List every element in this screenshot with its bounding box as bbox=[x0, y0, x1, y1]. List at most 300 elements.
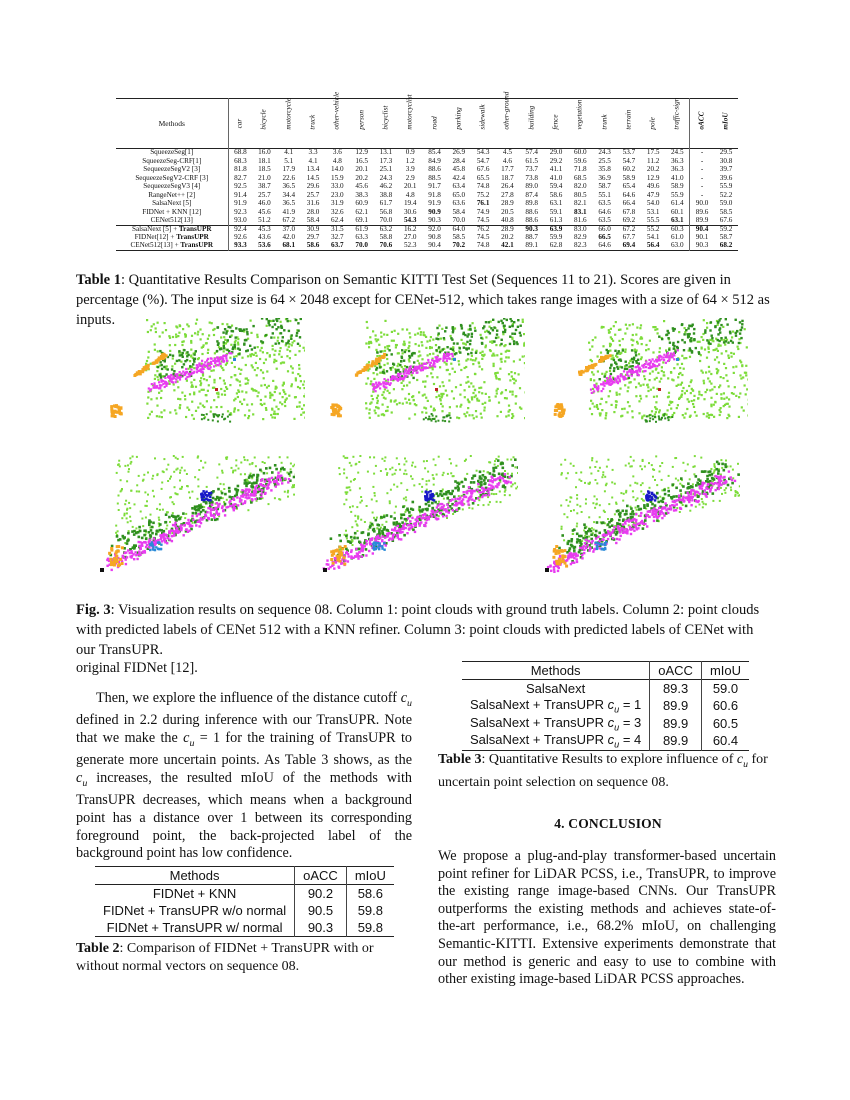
table-1-cell: 53.7 bbox=[622, 148, 636, 157]
table-1-cell: 69.2 bbox=[622, 215, 636, 224]
table-1-cell: 55.9 bbox=[719, 182, 733, 191]
table-1-cell: 66.4 bbox=[622, 199, 636, 208]
table-1-cell: 28.9 bbox=[501, 199, 514, 208]
table-1-method-cell: FIDNet + KNN [12] bbox=[116, 208, 228, 217]
table-1-cell: 45.6 bbox=[355, 182, 368, 191]
left-fragment: original FIDNet [12]. bbox=[76, 660, 198, 676]
table-1-cell: 4.1 bbox=[284, 148, 294, 157]
table-1 bbox=[116, 91, 738, 251]
table-1-cell: 74.9 bbox=[476, 207, 490, 216]
table-1-method-cell: SalsaNext [5] + TransUPR bbox=[116, 225, 228, 234]
table-1-cell: 55.9 bbox=[670, 190, 684, 199]
table-1-cell: 71.8 bbox=[574, 165, 587, 174]
table-1-cell: 30.8 bbox=[719, 156, 733, 165]
table-3-cell: SalsaNext + TransUPR $c_u = 1$ bbox=[462, 697, 650, 715]
table-1-cell: 87.4 bbox=[525, 190, 538, 199]
table-1-cell: 20.1 bbox=[403, 182, 417, 191]
table-1-caption-label: Table 1 bbox=[76, 272, 121, 288]
table-1-cell: 3.9 bbox=[405, 165, 415, 174]
table-1-cell: 62.8 bbox=[549, 241, 563, 250]
table-1-cell: 41.9 bbox=[282, 207, 296, 216]
table-1-cell: 65.0 bbox=[452, 190, 466, 199]
table-1-cell: 3.6 bbox=[332, 148, 342, 157]
table-1-cell: 55.1 bbox=[598, 190, 611, 199]
knn-panel-top bbox=[325, 318, 525, 443]
table-1-cell: 89.6 bbox=[690, 208, 714, 217]
table-1-cell: 4.8 bbox=[405, 190, 415, 199]
table-1-cell: 38.8 bbox=[379, 190, 393, 199]
table-1-cell: 58.5 bbox=[452, 233, 466, 242]
table-1-cell: 20.2 bbox=[646, 165, 660, 174]
table-1-cell: 58.7 bbox=[598, 182, 611, 191]
table-1-cell: 70.0 bbox=[379, 215, 393, 224]
table-1-cell: 60.9 bbox=[355, 199, 368, 208]
table-1-cell: 90.1 bbox=[690, 234, 714, 243]
table-2-cell: FIDNet + KNN bbox=[95, 885, 295, 903]
table-1-cell: 65.4 bbox=[622, 182, 636, 191]
table-2-cell: 90.5 bbox=[295, 902, 347, 919]
table-1-cell: 58.9 bbox=[622, 173, 636, 182]
table-3-cell: 89.9 bbox=[650, 697, 702, 715]
table-2-caption bbox=[76, 940, 416, 976]
table-1-cell: 18.1 bbox=[258, 156, 271, 165]
table-3 bbox=[462, 661, 749, 751]
table-1-cell: 56.8 bbox=[379, 207, 393, 216]
table-1-cell: 24.3 bbox=[379, 173, 393, 182]
table-1-cell: 16.5 bbox=[355, 156, 368, 165]
table-1-cell: 90.3 bbox=[428, 215, 441, 224]
table-1-cell: 1.2 bbox=[405, 156, 415, 165]
table-1-cell: 57.4 bbox=[525, 148, 538, 157]
table-1-cell: 63.9 bbox=[549, 224, 563, 233]
table-1-cell: 34.4 bbox=[282, 190, 296, 199]
table-1-cell: 70.0 bbox=[355, 241, 368, 250]
table-1-cell: 58.6 bbox=[549, 190, 563, 199]
table-1-cell: 25.5 bbox=[598, 156, 611, 165]
table-3-caption bbox=[438, 751, 778, 792]
table-1-cell: 63.7 bbox=[331, 241, 344, 250]
table-1-method-cell: CENet512[13] bbox=[116, 217, 228, 226]
table-1-cell: 22.6 bbox=[282, 173, 296, 182]
table-1-col-other-vehicle: other-vehicle bbox=[332, 91, 341, 130]
table-1-method-cell: SequeezeSegV3 [4] bbox=[116, 183, 228, 192]
table-1-cell: 74.5 bbox=[476, 233, 490, 242]
transupr-panel-top bbox=[548, 318, 748, 443]
knn-panel-bottom bbox=[318, 450, 518, 575]
table-1-col-bicycle: bicycle bbox=[259, 109, 268, 130]
table-1-col-trunk: trunk bbox=[599, 114, 608, 130]
table-1-cell: 45.6 bbox=[258, 207, 271, 216]
table-1-cell: 68.2 bbox=[719, 241, 733, 250]
table-1-cell: 17.3 bbox=[379, 156, 393, 165]
table-1-cell: 42.1 bbox=[501, 241, 514, 250]
table-1-cell: 18.5 bbox=[258, 165, 271, 174]
table-1-cell: 82.9 bbox=[574, 233, 587, 242]
table-1-col-oACC: oACC bbox=[690, 99, 714, 149]
table-3-cell: SalsaNext + TransUPR $c_u = 4$ bbox=[462, 732, 650, 750]
table-1-cell: - bbox=[690, 149, 714, 158]
table-1-cell: 13.1 bbox=[379, 148, 393, 157]
table-1-cell: 63.6 bbox=[452, 199, 466, 208]
table-1-cell: 12.9 bbox=[355, 148, 368, 157]
table-1-cell: 17.7 bbox=[501, 165, 514, 174]
table-3-caption-label: Table 3 bbox=[438, 752, 482, 767]
table-1-cell: 59.9 bbox=[549, 233, 563, 242]
table-1-cell: 88.5 bbox=[428, 173, 441, 182]
table-1-cell: 82.1 bbox=[574, 199, 587, 208]
table-1-col-person: person bbox=[357, 109, 366, 130]
table-row bbox=[116, 225, 738, 234]
table-1-cell: 41.0 bbox=[670, 173, 684, 182]
table-1-cell: 62.1 bbox=[355, 207, 368, 216]
table-1-cell: 39.7 bbox=[719, 165, 733, 174]
table-1-cell: 3.3 bbox=[308, 148, 318, 157]
table-row bbox=[116, 157, 738, 166]
table-1-cell: 20.2 bbox=[501, 233, 514, 242]
table-1-cell: 53.6 bbox=[258, 241, 271, 250]
table-1-cell: 74.5 bbox=[476, 215, 490, 224]
table-1-cell: 89.1 bbox=[525, 241, 538, 250]
table-1-cell: 64.0 bbox=[452, 224, 466, 233]
table-1-cell: 88.6 bbox=[428, 165, 441, 174]
table-1-cell: 54.3 bbox=[403, 215, 417, 224]
table-1-cell: 19.4 bbox=[403, 199, 417, 208]
table-1-col-car: car bbox=[235, 118, 244, 129]
table-1-cell: 91.7 bbox=[428, 182, 441, 191]
table-1-cell: 54.3 bbox=[476, 148, 490, 157]
table-1-col-bicyclist: bicyclist bbox=[381, 105, 390, 130]
table-1-cell: 76.2 bbox=[476, 224, 490, 233]
table-1-cell: 93.3 bbox=[234, 241, 247, 250]
table-1-cell: - bbox=[690, 166, 714, 175]
table-1-cell: 89.8 bbox=[525, 199, 538, 208]
table-1-cell: 82.7 bbox=[234, 173, 247, 182]
table-1-cell: 64.6 bbox=[622, 190, 636, 199]
table-2-header-methods: Methods bbox=[95, 867, 295, 885]
table-1-cell: 54.7 bbox=[622, 156, 636, 165]
table-1-cell: 42.0 bbox=[282, 233, 296, 242]
table-1-col-other-ground: other-ground bbox=[502, 91, 511, 130]
table-row bbox=[116, 208, 738, 217]
table-1-cell: 63.5 bbox=[598, 215, 611, 224]
table-1-cell: 82.0 bbox=[574, 182, 587, 191]
table-1-cell: 90.0 bbox=[690, 200, 714, 209]
table-1-cell: 80.5 bbox=[574, 190, 587, 199]
table-3-cell: 89.9 bbox=[650, 732, 702, 750]
figure-3-caption-label: Fig. 3 bbox=[76, 602, 111, 618]
table-1-cell: 67.6 bbox=[719, 215, 733, 224]
table-1-cell: 24.5 bbox=[670, 148, 684, 157]
table-3-cell: SalsaNext bbox=[462, 680, 650, 698]
table-1-cell: - bbox=[690, 183, 714, 192]
table-3-cell: 60.5 bbox=[712, 715, 739, 731]
table-3-caption-text: : Quantitative Results to explore influence of $c_u$ for uncertain point selection on sequence 08. bbox=[438, 752, 768, 790]
table-1-cell: 29.5 bbox=[719, 148, 733, 157]
table-1-cell: 64.6 bbox=[598, 207, 611, 216]
table-1-cell: 68.8 bbox=[234, 148, 247, 157]
table-1-cell: 54.1 bbox=[646, 233, 660, 242]
table-3-cell: 59.0 bbox=[712, 681, 739, 696]
table-1-cell: 32.7 bbox=[331, 233, 344, 242]
table-row bbox=[462, 697, 749, 715]
table-1-cell: 20.1 bbox=[355, 165, 368, 174]
gt-panel-top bbox=[105, 318, 305, 443]
table-row bbox=[116, 242, 738, 251]
table-1-cell: 41.0 bbox=[549, 173, 563, 182]
table-1-cell: 68.3 bbox=[234, 156, 247, 165]
table-1-cell: 67.8 bbox=[622, 207, 636, 216]
table-2-caption-label: Table 2 bbox=[76, 941, 120, 956]
table-1-cell: 58.9 bbox=[670, 182, 684, 191]
table-1-cell: 83.0 bbox=[574, 224, 587, 233]
table-3-header-oacc: oACC bbox=[650, 662, 702, 680]
table-row bbox=[116, 200, 738, 209]
table-row bbox=[116, 217, 738, 226]
table-1-cell: 16.2 bbox=[403, 224, 417, 233]
table-1-cell: 89.0 bbox=[525, 182, 538, 191]
table-1-cell: 65.5 bbox=[476, 173, 490, 182]
table-1-cell: 56.4 bbox=[646, 241, 660, 250]
table-2-header-miou: mIoU bbox=[354, 868, 386, 883]
table-1-cell: 61.9 bbox=[355, 224, 368, 233]
table-1-cell: 14.0 bbox=[331, 165, 344, 174]
table-1-cell: 46.0 bbox=[258, 199, 271, 208]
table-1-cell: 43.6 bbox=[258, 233, 271, 242]
table-1-cell: 92.6 bbox=[234, 233, 247, 242]
table-1-cell: 29.0 bbox=[549, 148, 563, 157]
table-1-cell: 58.7 bbox=[719, 233, 733, 242]
table-1-cell: 25.7 bbox=[258, 190, 271, 199]
table-1-cell: 14.5 bbox=[306, 173, 320, 182]
table-3-cell: SalsaNext + TransUPR $c_u = 3$ bbox=[462, 715, 650, 733]
table-1-col-sidewalk: sidewalk bbox=[478, 104, 487, 130]
table-1-cell: 70.0 bbox=[452, 215, 466, 224]
table-1-cell: 92.0 bbox=[428, 224, 441, 233]
table-1-cell: 91.9 bbox=[234, 199, 247, 208]
table-1-cell: 64.6 bbox=[598, 241, 611, 250]
table-2-cell: 90.2 bbox=[295, 885, 347, 903]
table-1-cell: 17.5 bbox=[646, 148, 660, 157]
table-1-cell: 23.0 bbox=[331, 190, 344, 199]
table-1-cell: 4.1 bbox=[308, 156, 318, 165]
table-row bbox=[116, 183, 738, 192]
table-1-cell: 58.4 bbox=[306, 215, 320, 224]
table-1-cell: 28.4 bbox=[452, 156, 466, 165]
table-1-cell: 67.7 bbox=[622, 233, 636, 242]
table-1-cell: 58.8 bbox=[379, 233, 393, 242]
table-1-cell: 61.3 bbox=[549, 215, 563, 224]
table-1-cell: 33.0 bbox=[331, 182, 344, 191]
table-1-cell: 36.3 bbox=[670, 165, 684, 174]
table-1-col-road: road bbox=[429, 116, 438, 130]
table-1-cell: 92.3 bbox=[234, 207, 247, 216]
table-2-cell: FIDNet + TransUPR w/ normal bbox=[95, 919, 295, 937]
table-1-cell: 81.6 bbox=[574, 215, 587, 224]
conclusion-text: We propose a plug-and-play transformer-based uncertain point refiner for LiDAR PCSS, i.e., TransUPR, to improve the existing range image-based CNNs. Our TransUPR outperforms the existing methods and achieves state-of-the-art performance, i.e., 68.2% mIoU, on challenging Semantic-KITTI. Extensive experiments demonstrate that our method is generic and easy to use to combine with other existing image-based LiDAR PCSS approaches. bbox=[438, 848, 776, 988]
table-1-cell: 45.3 bbox=[258, 224, 271, 233]
table-1-cell: 66.5 bbox=[598, 233, 611, 242]
table-2-caption-text: : Comparison of FIDNet + TransUPR with or without normal vectors on sequence 08. bbox=[76, 941, 374, 974]
table-1-cell: 55.5 bbox=[646, 215, 660, 224]
table-3-header-methods: Methods bbox=[462, 662, 650, 680]
table-1-cell: 59.2 bbox=[719, 224, 733, 233]
table-1-cell: 58.5 bbox=[719, 207, 733, 216]
table-1-cell: 76.1 bbox=[476, 199, 490, 208]
table-1-cell: 63.1 bbox=[549, 199, 563, 208]
table-1-cell: 66.0 bbox=[598, 224, 611, 233]
table-1-cell: 73.8 bbox=[525, 173, 538, 182]
table-1-cell: 40.8 bbox=[501, 215, 514, 224]
table-1-cell: 37.0 bbox=[282, 224, 296, 233]
table-1-cell: 70.6 bbox=[379, 241, 393, 250]
table-1-col-fence: fence bbox=[551, 114, 560, 130]
table-3-cell: 89.3 bbox=[650, 680, 702, 698]
table-1-method-cell: CENet512[13] + TransUPR bbox=[116, 242, 228, 251]
table-1-cell: 92.4 bbox=[234, 224, 247, 233]
table-1-cell: 88.7 bbox=[525, 233, 538, 242]
table-1-col-vegetation: vegetation bbox=[575, 99, 584, 130]
table-1-cell: 18.7 bbox=[501, 173, 514, 182]
table-1-cell: 13.4 bbox=[306, 165, 320, 174]
table-1-cell: 60.0 bbox=[574, 148, 587, 157]
table-1-cell: 69.1 bbox=[355, 215, 368, 224]
table-1-cell: 63.0 bbox=[670, 241, 684, 250]
transupr-panel-bottom bbox=[540, 450, 740, 575]
table-1-cell: 83.1 bbox=[574, 207, 587, 216]
table-row bbox=[462, 732, 749, 750]
table-row bbox=[116, 191, 738, 200]
table-1-cell: - bbox=[690, 191, 714, 200]
table-1-col-parking: parking bbox=[454, 107, 463, 130]
table-row bbox=[462, 715, 749, 733]
table-1-cell: 75.2 bbox=[476, 190, 490, 199]
table-1-cell: 67.2 bbox=[282, 215, 296, 224]
table-1-cell: 61.4 bbox=[670, 199, 684, 208]
table-1-cell: 31.9 bbox=[331, 199, 344, 208]
table-1-cell: 63.3 bbox=[355, 233, 368, 242]
table-1-cell: 46.2 bbox=[379, 182, 393, 191]
table-2 bbox=[95, 866, 394, 937]
table-1-cell: 30.9 bbox=[306, 224, 320, 233]
table-1-cell: 61.7 bbox=[379, 199, 393, 208]
table-row bbox=[116, 149, 738, 158]
table-1-cell: 36.3 bbox=[670, 156, 684, 165]
table-1-cell: 59.6 bbox=[574, 156, 587, 165]
table-1-cell: 63.2 bbox=[379, 224, 393, 233]
table-1-cell: 5.1 bbox=[284, 156, 294, 165]
table-1-cell: 68.1 bbox=[282, 241, 296, 250]
table-1-cell: 59.1 bbox=[549, 207, 563, 216]
table-1-cell: 38.3 bbox=[355, 190, 368, 199]
table-1-cell: 29.7 bbox=[306, 233, 320, 242]
table-1-col-truck: truck bbox=[308, 114, 317, 130]
table-1-cell: 21.0 bbox=[258, 173, 271, 182]
gt-panel-bottom bbox=[95, 450, 295, 575]
table-1-cell: 58.6 bbox=[306, 241, 320, 250]
table-1-method-cell: SqueezeSeg-CRF[1] bbox=[116, 157, 228, 166]
table-1-cell: 24.3 bbox=[598, 148, 611, 157]
table-row bbox=[116, 166, 738, 175]
table-1-cell: 12.9 bbox=[646, 173, 660, 182]
table-1-cell: 31.5 bbox=[331, 224, 344, 233]
table-1-cell: 20.5 bbox=[501, 207, 514, 216]
table-2-header-oacc: oACC bbox=[295, 867, 347, 885]
table-2-cell: 90.3 bbox=[295, 919, 347, 937]
table-1-cell: 51.2 bbox=[258, 215, 271, 224]
table-3-cell: 60.4 bbox=[712, 733, 739, 749]
table-1-cell: 15.9 bbox=[331, 173, 344, 182]
table-row bbox=[95, 919, 394, 937]
table-1-cell: 60.2 bbox=[622, 165, 636, 174]
table-1-cell: - bbox=[690, 174, 714, 183]
table-1-cell: 82.3 bbox=[574, 241, 587, 250]
table-1-cell: 61.5 bbox=[525, 156, 538, 165]
figure-3-caption bbox=[76, 600, 776, 660]
table-1-cell: 90.8 bbox=[428, 233, 441, 242]
table-2-cell: FIDNet + TransUPR w/o normal bbox=[95, 902, 295, 919]
table-1-cell: 36.9 bbox=[598, 173, 611, 182]
table-1-cell: 74.8 bbox=[476, 241, 490, 250]
table-1-cell: 67.6 bbox=[476, 165, 490, 174]
table-1-cell: 69.4 bbox=[622, 241, 636, 250]
table-1-cell: 28.9 bbox=[501, 224, 514, 233]
table-1-cell: 35.8 bbox=[598, 165, 611, 174]
table-1-col-motorcycle: motorcycle bbox=[284, 97, 293, 130]
table-1-cell: 90.3 bbox=[525, 224, 538, 233]
table-1-method-cell: SequeezeSegV2-CRF [3] bbox=[116, 174, 228, 183]
table-1-cell: 90.3 bbox=[690, 242, 714, 251]
table-1-cell: 81.8 bbox=[234, 165, 247, 174]
table-1-cell: 60.3 bbox=[670, 224, 684, 233]
table-1-cell: 91.9 bbox=[428, 199, 441, 208]
table-1-cell: 92.5 bbox=[234, 182, 247, 191]
table-1-cell: 26.9 bbox=[452, 148, 466, 157]
table-1-cell: 25.1 bbox=[379, 165, 393, 174]
table-1-method-cell: SqueezeSeg[1] bbox=[116, 149, 228, 158]
table-1-method-cell: SequeezeSegV2 [3] bbox=[116, 166, 228, 175]
table-1-method-cell: FIDNet[12] + TransUPR bbox=[116, 234, 228, 243]
table-1-cell: 63.5 bbox=[598, 199, 611, 208]
table-1-cell: 49.6 bbox=[646, 182, 660, 191]
table-1-cell: 52.2 bbox=[719, 190, 733, 199]
table-1-methods-header: Methods bbox=[116, 99, 228, 149]
table-1-cell: 41.1 bbox=[549, 165, 563, 174]
table-1-cell: 74.8 bbox=[476, 182, 490, 191]
table-1-cell: 52.3 bbox=[403, 241, 417, 250]
table-row bbox=[462, 680, 749, 698]
table-1-cell: 90.4 bbox=[690, 225, 714, 234]
table-3-cell: 60.6 bbox=[712, 698, 739, 714]
table-1-cell: 29.2 bbox=[549, 156, 563, 165]
table-1-cell: 67.2 bbox=[622, 224, 636, 233]
table-1-cell: 26.4 bbox=[501, 182, 514, 191]
figure-3-caption-text: : Visualization results on sequence 08. Column 1: point clouds with ground truth labels. Column 2: point clouds with predicted labels of CENet 512 with a KNN refiner. Column 3: point clouds with predicted labels of CENet with our TransUPR. bbox=[76, 602, 760, 658]
table-2-cell: 59.8 bbox=[357, 920, 384, 935]
table-1-cell: 88.6 bbox=[525, 215, 538, 224]
table-1-cell: 60.1 bbox=[670, 207, 684, 216]
table-row bbox=[95, 902, 394, 919]
table-1-cell: 4.8 bbox=[332, 156, 342, 165]
table-1-cell: 63.1 bbox=[670, 215, 684, 224]
table-1-method-cell: SalsaNext [5] bbox=[116, 200, 228, 209]
table-1-cell: 27.8 bbox=[501, 190, 514, 199]
table-1-cell: 61.0 bbox=[670, 233, 684, 242]
table-1-cell: 91.8 bbox=[428, 190, 441, 199]
table-1-cell: 28.0 bbox=[306, 207, 320, 216]
table-1-cell: 45.8 bbox=[452, 165, 466, 174]
table-1-cell: 25.7 bbox=[306, 190, 320, 199]
table-1-cell: 2.9 bbox=[405, 173, 415, 182]
